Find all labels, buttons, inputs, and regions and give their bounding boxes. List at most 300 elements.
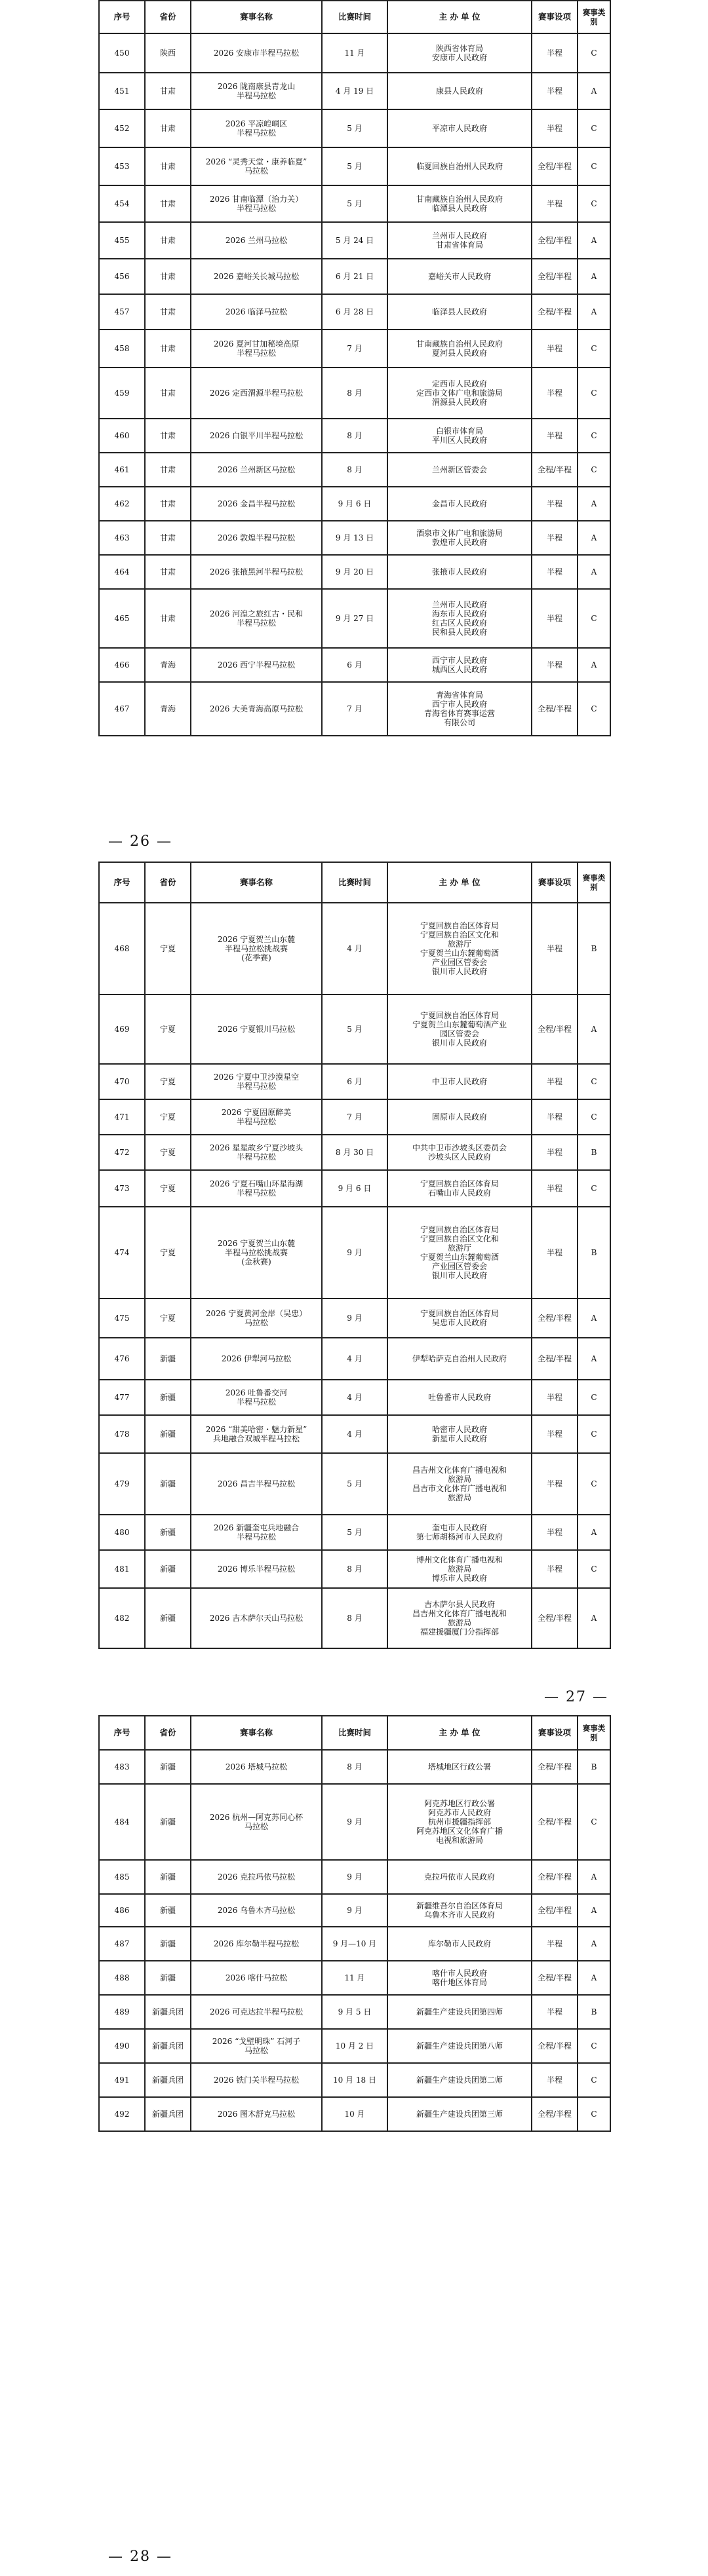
cell-name — [191, 555, 322, 589]
cell-org-line: 临潭县人民政府 — [431, 204, 487, 213]
cell-province: 甘肃 — [145, 109, 191, 147]
cell-province: 宁夏 — [145, 1170, 191, 1207]
cell-cat: A — [578, 1515, 610, 1550]
cell-province: 甘肃 — [145, 259, 191, 294]
cell-org — [387, 903, 532, 994]
cell-name — [191, 73, 322, 109]
cell-no: 489 — [99, 1995, 145, 2029]
cell-time: 5 月 — [322, 185, 387, 222]
cell-name — [191, 2029, 322, 2063]
cell-org-line: 兰州市人民政府 — [431, 231, 487, 240]
cell-org-line: 新星市人民政府 — [431, 1434, 487, 1443]
cell-time: 7 月 — [322, 1099, 387, 1135]
cell-time: 9 月—10 月 — [322, 1927, 387, 1961]
cell-name — [191, 2097, 322, 2131]
cell-org — [387, 1750, 532, 1784]
cell-name-line: 半程马拉松 — [236, 1532, 276, 1542]
cell-event: 半程 — [532, 1207, 578, 1298]
cell-name-line: 2026 夏河甘加秘境高原 — [213, 339, 300, 349]
cell-org-line: 嘉峪关市人民政府 — [427, 272, 491, 281]
cell-org-line: 陕西省体育局 — [435, 44, 483, 53]
cell-time: 4 月 19 日 — [322, 73, 387, 109]
cell-org-line: 旅游厅 — [447, 939, 471, 949]
cell-org-line: 产业园区管委会 — [431, 958, 487, 967]
page-26-table-block — [98, 0, 610, 736]
cell-no: 464 — [99, 555, 145, 589]
cell-org — [387, 1515, 532, 1550]
cell-org-line: 白银市体育局 — [435, 426, 483, 436]
table-row — [99, 1961, 610, 1995]
table-row — [99, 33, 610, 73]
cell-event: 半程 — [532, 368, 578, 419]
cell-no: 453 — [99, 147, 145, 185]
cell-event: 半程 — [532, 1135, 578, 1170]
cell-name-line: 2026 安康市半程马拉松 — [213, 48, 300, 58]
cell-province: 宁夏 — [145, 903, 191, 994]
header-cat: 赛事类别 — [578, 1716, 610, 1750]
cell-no: 452 — [99, 109, 145, 147]
cell-org-line: 宁夏回族自治区体育局 — [420, 1225, 499, 1234]
cell-name — [191, 648, 322, 682]
cell-time: 4 月 — [322, 1380, 387, 1415]
cell-time: 8 月 — [322, 1550, 387, 1588]
cell-name-line: 2026 塔城马拉松 — [225, 1762, 288, 1771]
cell-province: 新疆 — [145, 1515, 191, 1550]
table-row — [99, 1995, 610, 2029]
header-event: 赛事设项 — [532, 862, 578, 903]
cell-name — [191, 521, 322, 555]
cell-name — [191, 1588, 322, 1648]
cell-org — [387, 682, 532, 736]
cell-no: 481 — [99, 1550, 145, 1588]
cell-cat: A — [578, 521, 610, 555]
cell-event: 半程 — [532, 73, 578, 109]
cell-name — [191, 109, 322, 147]
header-no: 序号 — [99, 862, 145, 903]
cell-org-line: 电视和旅游局 — [435, 1836, 483, 1845]
cell-cat: A — [578, 555, 610, 589]
cell-name-line: 半程马拉松 — [236, 128, 276, 138]
cell-time: 8 月 — [322, 368, 387, 419]
cell-name-line: 2026 大美青海高原马拉松 — [209, 704, 304, 713]
cell-time: 9 月 — [322, 1894, 387, 1927]
header-event: 赛事设项 — [532, 1716, 578, 1750]
table-row — [99, 259, 610, 294]
cell-no: 486 — [99, 1894, 145, 1927]
cell-province: 新疆 — [145, 1380, 191, 1415]
cell-name — [191, 1207, 322, 1298]
cell-cat: A — [578, 259, 610, 294]
cell-no: 482 — [99, 1588, 145, 1648]
cell-name-line: 半程马拉松 — [236, 1117, 276, 1126]
cell-province: 甘肃 — [145, 73, 191, 109]
cell-cat: C — [578, 109, 610, 147]
cell-event: 半程 — [532, 589, 578, 648]
cell-org — [387, 1099, 532, 1135]
cell-province: 新疆兵团 — [145, 2029, 191, 2063]
cell-event: 半程 — [532, 1170, 578, 1207]
cell-no: 488 — [99, 1961, 145, 1995]
cell-cat: B — [578, 1207, 610, 1298]
cell-name-line: 2026 兰州马拉松 — [225, 236, 288, 245]
page-28-table-block — [98, 1715, 610, 2132]
cell-cat: C — [578, 1099, 610, 1135]
cell-org-line: 银川市人民政府 — [431, 1038, 487, 1048]
cell-org-line: 宁夏回族自治区文化和 — [420, 1234, 499, 1243]
cell-name-line: 2026 图木舒克马拉松 — [217, 2110, 296, 2119]
cell-province: 甘肃 — [145, 453, 191, 487]
cell-cat: B — [578, 1995, 610, 2029]
cell-no: 474 — [99, 1207, 145, 1298]
header-org: 主 办 单 位 — [387, 1, 532, 33]
cell-name — [191, 1961, 322, 1995]
cell-name-line: 半程马拉松 — [236, 1397, 276, 1407]
table-row — [99, 2029, 610, 2063]
cell-name-line: 马拉松 — [244, 2046, 268, 2055]
cell-event: 半程 — [532, 1064, 578, 1099]
cell-org-line: 喀什市人民政府 — [431, 1969, 487, 1978]
table-row — [99, 109, 610, 147]
cell-name-line: 2026 “甜美哈密・魅力新星” — [205, 1425, 307, 1434]
cell-name-line: 2026 克拉玛依马拉松 — [217, 1872, 296, 1882]
cell-name — [191, 222, 322, 259]
cell-org — [387, 1860, 532, 1894]
header-org: 主 办 单 位 — [387, 862, 532, 903]
cell-cat: A — [578, 294, 610, 330]
cell-name — [191, 33, 322, 73]
table-row — [99, 185, 610, 222]
cell-name — [191, 487, 322, 521]
cell-org — [387, 487, 532, 521]
cell-no: 490 — [99, 2029, 145, 2063]
cell-cat: A — [578, 1588, 610, 1648]
cell-org-line: 敦煌市人民政府 — [431, 538, 487, 547]
cell-name-line: 2026 昌吉半程马拉松 — [217, 1479, 296, 1488]
cell-org — [387, 73, 532, 109]
table-header-row — [99, 1716, 610, 1750]
table-row — [99, 1135, 610, 1170]
cell-cat: C — [578, 147, 610, 185]
cell-name-line: 半程马拉松 — [236, 91, 276, 100]
cell-org-line: 海东市人民政府 — [431, 609, 487, 618]
cell-no: 472 — [99, 1135, 145, 1170]
cell-event: 半程 — [532, 1927, 578, 1961]
cell-time: 4 月 — [322, 1338, 387, 1380]
cell-cat: C — [578, 682, 610, 736]
cell-no: 483 — [99, 1750, 145, 1784]
cell-no: 451 — [99, 73, 145, 109]
header-time: 比赛时间 — [322, 1716, 387, 1750]
header-time: 比赛时间 — [322, 1, 387, 33]
cell-province: 甘肃 — [145, 368, 191, 419]
cell-name — [191, 1380, 322, 1415]
cell-org — [387, 521, 532, 555]
cell-event: 半程 — [532, 109, 578, 147]
cell-org — [387, 368, 532, 419]
cell-province: 新疆 — [145, 1550, 191, 1588]
cell-name — [191, 1099, 322, 1135]
cell-org-line: 甘南藏族自治州人民政府 — [416, 195, 503, 204]
cell-event: 半程 — [532, 1515, 578, 1550]
cell-cat: C — [578, 589, 610, 648]
cell-event: 全程/半程 — [532, 259, 578, 294]
header-province: 省份 — [145, 1716, 191, 1750]
cell-event: 半程 — [532, 1415, 578, 1453]
cell-cat: A — [578, 1894, 610, 1927]
cell-org-line: 宁夏回族自治区体育局 — [420, 1309, 499, 1318]
cell-no: 456 — [99, 259, 145, 294]
cell-time: 5 月 — [322, 1515, 387, 1550]
cell-cat: A — [578, 1927, 610, 1961]
cell-name-line: 2026 伊犁河马拉松 — [221, 1354, 292, 1363]
cell-event: 全程/半程 — [532, 994, 578, 1064]
cell-time: 6 月 21 日 — [322, 259, 387, 294]
table-row — [99, 1298, 610, 1338]
cell-province: 陕西 — [145, 33, 191, 73]
cell-org-line: 宁夏回族自治区文化和 — [420, 930, 499, 939]
cell-event: 半程 — [532, 419, 578, 453]
cell-event: 全程/半程 — [532, 682, 578, 736]
header-name: 赛事名称 — [191, 1, 322, 33]
table-row — [99, 1170, 610, 1207]
cell-name-line: 马拉松 — [244, 1822, 268, 1831]
cell-time: 8 月 — [322, 453, 387, 487]
cell-org-line: 石嘴山市人民政府 — [427, 1188, 491, 1198]
cell-province: 宁夏 — [145, 1207, 191, 1298]
cell-time: 5 月 — [322, 147, 387, 185]
cell-org-line: 产业园区管委会 — [431, 1262, 487, 1271]
cell-event: 全程/半程 — [532, 2029, 578, 2063]
table-row — [99, 682, 610, 736]
cell-name-line: 半程马拉松 — [236, 204, 276, 213]
cell-org-line: 定西市文体广电和旅游局 — [416, 388, 503, 398]
cell-name-line: 2026 宁夏贺兰山东麓 — [217, 1239, 296, 1248]
cell-name-line: 2026 陇南康县青龙山 — [217, 82, 296, 91]
cell-org-line: 塔城地区行政公署 — [427, 1762, 491, 1771]
cell-org — [387, 1207, 532, 1298]
cell-event: 全程/半程 — [532, 1961, 578, 1995]
cell-time: 6 月 28 日 — [322, 294, 387, 330]
cell-org — [387, 1894, 532, 1927]
cell-province: 新疆兵团 — [145, 1995, 191, 2029]
cell-cat: C — [578, 330, 610, 368]
table-row — [99, 1415, 610, 1453]
cell-org-line: 青海省体育局 — [435, 691, 483, 700]
cell-name-line: 2026 星星故乡宁夏沙坡头 — [209, 1143, 304, 1152]
cell-org-line: 旅游厅 — [447, 1243, 471, 1253]
cell-no: 485 — [99, 1860, 145, 1894]
cell-name-line: 2026 白银平川半程马拉松 — [209, 431, 304, 440]
table-row — [99, 2063, 610, 2097]
cell-time: 8 月 — [322, 1750, 387, 1784]
cell-org — [387, 2097, 532, 2131]
cell-event: 全程/半程 — [532, 147, 578, 185]
cell-name — [191, 1415, 322, 1453]
cell-cat: A — [578, 73, 610, 109]
cell-time: 5 月 24 日 — [322, 222, 387, 259]
cell-cat: C — [578, 1784, 610, 1860]
cell-time: 10 月 18 日 — [322, 2063, 387, 2097]
cell-name-line: 半程马拉松 — [236, 1152, 276, 1162]
cell-org-line: 安康市人民政府 — [431, 53, 487, 62]
cell-org-line: 新疆生产建设兵团第八师 — [416, 2041, 503, 2051]
cell-org-line: 阿克苏地区行政公署 — [423, 1799, 495, 1808]
table-row — [99, 1338, 610, 1380]
cell-no: 476 — [99, 1338, 145, 1380]
cell-cat: C — [578, 1064, 610, 1099]
cell-province: 甘肃 — [145, 487, 191, 521]
cell-org-line: 临夏回族自治州人民政府 — [416, 162, 503, 171]
cell-event: 半程 — [532, 555, 578, 589]
cell-time: 9 月 6 日 — [322, 487, 387, 521]
cell-org-line: 博乐市人民政府 — [431, 1574, 487, 1583]
cell-time: 8 月 30 日 — [322, 1135, 387, 1170]
cell-event: 半程 — [532, 487, 578, 521]
cell-org-line: 克拉玛依市人民政府 — [423, 1872, 495, 1882]
cell-name-line: 2026 定西渭源半程马拉松 — [209, 388, 304, 398]
cell-no: 473 — [99, 1170, 145, 1207]
cell-name-line: 半程马拉松 — [236, 618, 276, 628]
cell-name — [191, 185, 322, 222]
cell-org-line: 银川市人民政府 — [431, 967, 487, 976]
page-number-28: — 28 — — [108, 2548, 172, 2565]
table-row — [99, 1515, 610, 1550]
cell-org — [387, 185, 532, 222]
cell-name — [191, 903, 322, 994]
cell-event: 全程/半程 — [532, 1784, 578, 1860]
cell-time: 9 月 — [322, 1860, 387, 1894]
cell-name-line: 半程马拉松 — [236, 1188, 276, 1198]
cell-time: 8 月 — [322, 419, 387, 453]
cell-name-line: 2026 吐鲁番交河 — [225, 1388, 288, 1397]
cell-no: 475 — [99, 1298, 145, 1338]
cell-name-line: 马拉松 — [244, 166, 268, 176]
cell-name-line: 2026 平凉崆峒区 — [225, 119, 288, 128]
cell-name-line: 2026 敦煌半程马拉松 — [217, 533, 296, 542]
table-row — [99, 1784, 610, 1860]
cell-event: 全程/半程 — [532, 2097, 578, 2131]
cell-name-line: 2026 “灵秀天堂・康养临夏” — [205, 157, 307, 166]
cell-name-line: 马拉松 — [244, 1318, 268, 1327]
cell-cat: C — [578, 368, 610, 419]
cell-cat: C — [578, 33, 610, 73]
cell-name — [191, 1338, 322, 1380]
cell-no: 460 — [99, 419, 145, 453]
table-row — [99, 294, 610, 330]
cell-cat: C — [578, 1453, 610, 1515]
cell-org-line: 旅游局 — [447, 1618, 471, 1627]
cell-org-line: 城西区人民政府 — [431, 665, 487, 674]
cell-org-line: 旅游局 — [447, 1475, 471, 1484]
cell-cat: C — [578, 2097, 610, 2131]
table-row — [99, 330, 610, 368]
cell-org-line: 沙坡头区人民政府 — [427, 1152, 491, 1162]
cell-org — [387, 33, 532, 73]
cell-org-line: 第七师胡杨河市人民政府 — [416, 1532, 503, 1542]
cell-org-line: 吐鲁番市人民政府 — [427, 1393, 491, 1402]
cell-org — [387, 1550, 532, 1588]
cell-name-line: 2026 甘南临潭（治力关） — [209, 195, 304, 204]
table-row — [99, 903, 610, 994]
cell-province: 新疆 — [145, 1894, 191, 1927]
cell-event: 全程/半程 — [532, 222, 578, 259]
cell-org-line: 福建援疆厦门分指挥部 — [420, 1627, 499, 1637]
cell-org-line: 宁夏贺兰山东麓葡萄酒 — [420, 949, 499, 958]
cell-time: 10 月 2 日 — [322, 2029, 387, 2063]
cell-time: 11 月 — [322, 1961, 387, 1995]
cell-province: 宁夏 — [145, 1099, 191, 1135]
events-table — [98, 862, 611, 1649]
cell-no: 450 — [99, 33, 145, 73]
cell-no: 479 — [99, 1453, 145, 1515]
cell-event: 全程/半程 — [532, 1750, 578, 1784]
cell-no: 457 — [99, 294, 145, 330]
cell-org-line: 甘南藏族自治州人民政府 — [416, 339, 503, 349]
page-number-27: — 27 — — [544, 1689, 608, 1705]
cell-event: 全程/半程 — [532, 294, 578, 330]
header-province: 省份 — [145, 1, 191, 33]
cell-name — [191, 1298, 322, 1338]
cell-cat: B — [578, 903, 610, 994]
cell-province: 甘肃 — [145, 589, 191, 648]
cell-event: 半程 — [532, 903, 578, 994]
cell-no: 461 — [99, 453, 145, 487]
cell-name-line: 2026 宁夏石嘴山环星海湖 — [209, 1179, 304, 1188]
cell-name — [191, 1064, 322, 1099]
cell-province: 宁夏 — [145, 1298, 191, 1338]
cell-name-line: 兵地融合双城半程马拉松 — [212, 1434, 300, 1443]
cell-event: 半程 — [532, 648, 578, 682]
cell-province: 新疆兵团 — [145, 2063, 191, 2097]
cell-cat: C — [578, 2063, 610, 2097]
cell-org — [387, 648, 532, 682]
table-row — [99, 147, 610, 185]
cell-time: 6 月 — [322, 648, 387, 682]
cell-org-line: 渭源县人民政府 — [431, 398, 487, 407]
cell-org-line: 康县人民政府 — [435, 86, 483, 96]
cell-org-line: 昌吉市文化体育广播电视和 — [412, 1484, 507, 1493]
cell-province: 新疆 — [145, 1784, 191, 1860]
cell-org-line: 博州文化体育广播电视和 — [416, 1555, 503, 1564]
cell-time: 9 月 5 日 — [322, 1995, 387, 2029]
cell-name — [191, 1135, 322, 1170]
cell-name — [191, 1453, 322, 1515]
cell-no: 491 — [99, 2063, 145, 2097]
cell-name — [191, 453, 322, 487]
cell-org-line: 杭州市援疆指挥部 — [427, 1817, 491, 1827]
cell-no: 465 — [99, 589, 145, 648]
cell-time: 7 月 — [322, 330, 387, 368]
cell-org-line: 宁夏贺兰山东麓葡萄酒 — [420, 1253, 499, 1262]
cell-org — [387, 1298, 532, 1338]
cell-cat: C — [578, 419, 610, 453]
cell-name — [191, 1927, 322, 1961]
cell-cat: A — [578, 1860, 610, 1894]
cell-cat: C — [578, 453, 610, 487]
header-name: 赛事名称 — [191, 1716, 322, 1750]
cell-name — [191, 1750, 322, 1784]
cell-org-line: 甘肃省体育局 — [435, 240, 483, 250]
cell-org-line: 吉木萨尔县人民政府 — [423, 1600, 495, 1609]
table-row — [99, 1750, 610, 1784]
cell-province: 甘肃 — [145, 521, 191, 555]
cell-time: 9 月 — [322, 1298, 387, 1338]
cell-province: 甘肃 — [145, 147, 191, 185]
cell-org — [387, 1784, 532, 1860]
cell-name-line: 2026 喀什马拉松 — [225, 1973, 288, 1982]
cell-org-line: 张掖市人民政府 — [431, 567, 487, 577]
cell-time: 6 月 — [322, 1064, 387, 1099]
